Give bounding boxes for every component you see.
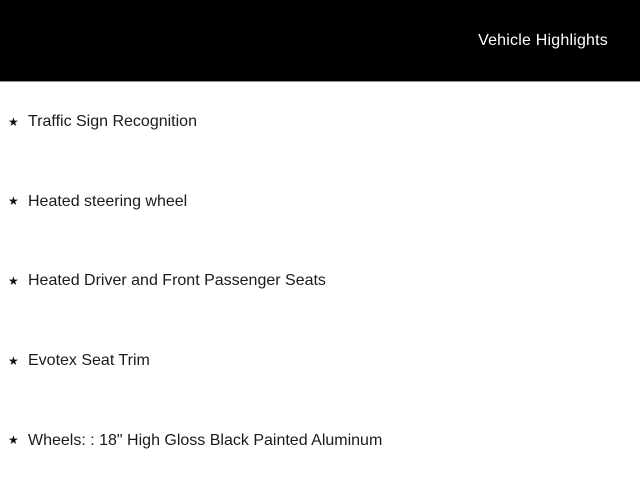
list-item	[0, 321, 640, 401]
list-item	[0, 82, 640, 162]
star-icon: ★	[8, 273, 19, 288]
header-bar	[0, 0, 640, 82]
star-icon: ★	[8, 194, 19, 209]
list-item-label: Heated steering wheel	[28, 192, 188, 210]
list-item-label: Traffic Sign Recognition	[28, 113, 197, 131]
list-item	[0, 162, 640, 242]
star-icon: ★	[8, 353, 19, 368]
list-item	[0, 400, 640, 480]
highlights-list	[0, 82, 640, 480]
list-item-label: Heated Driver and Front Passenger Seats	[28, 272, 326, 290]
list-item-label: Wheels: : 18" High Gloss Black Painted Aluminum	[28, 431, 383, 449]
list-item-label: Evotex Seat Trim	[28, 351, 150, 369]
star-icon: ★	[8, 433, 19, 448]
page-title: Vehicle Highlights	[478, 31, 608, 49]
list-item	[0, 241, 640, 321]
star-icon: ★	[8, 114, 19, 129]
